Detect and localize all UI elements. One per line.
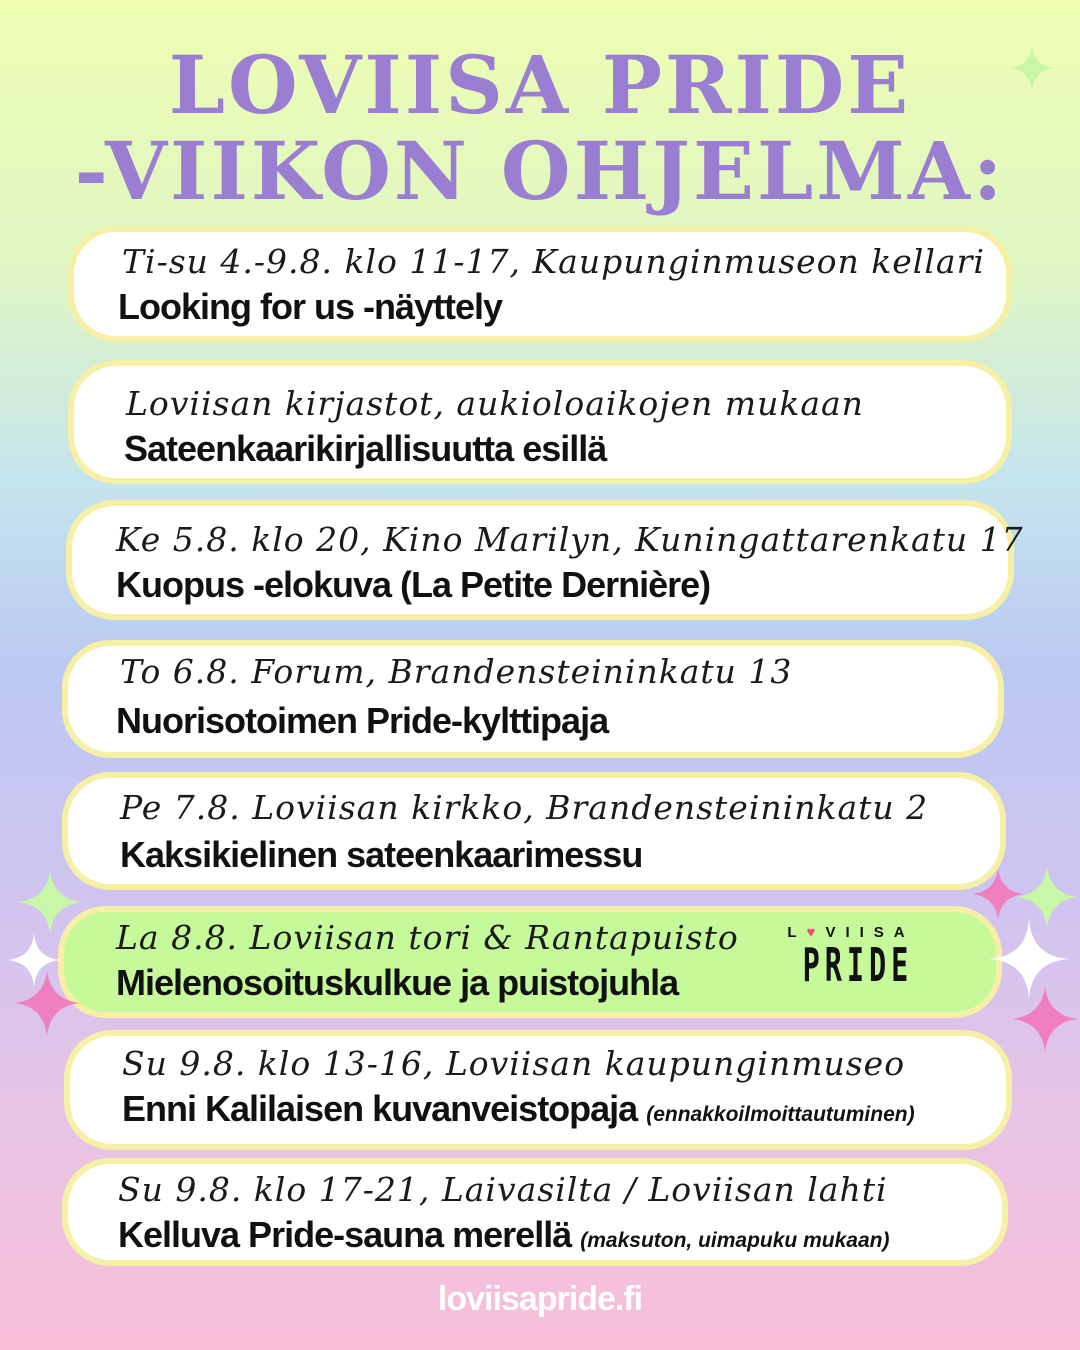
event-title: Looking for us -näyttely xyxy=(118,286,503,327)
sparkle-icon xyxy=(1010,46,1054,90)
event-card-highlight xyxy=(58,906,1002,1018)
event-title: Enni Kalilaisen kuvanveistopaja xyxy=(122,1088,638,1129)
event-title: Mielenosoituskulkue ja puistojuhla xyxy=(116,962,679,1003)
sparkle-icon xyxy=(1012,986,1078,1052)
sparkle-icon xyxy=(18,870,82,934)
sparkle-icon xyxy=(14,970,80,1036)
heart-icon: ♥ xyxy=(806,924,826,941)
event-time-place: La 8.8. Loviisan tori & Rantapuisto xyxy=(116,918,739,957)
event-time-place: Ti-su 4.-9.8. klo 11-17, Kaupunginmuseon kellari xyxy=(122,242,985,281)
loviisa-pride-logo: L♥VIISA PRIDE xyxy=(787,924,915,992)
page-title-line-1: LOVIISA PRIDE xyxy=(168,38,912,132)
event-time-place: Ke 5.8. klo 20, Kino Marilyn, Kuningattarenkatu 17 xyxy=(116,520,1024,559)
event-note: (maksuton, uimapuku mukaan) xyxy=(580,1229,890,1252)
event-time-place: Su 9.8. klo 13-16, Loviisan kaupunginmuseo xyxy=(122,1044,906,1083)
event-time-place: Su 9.8. klo 17-21, Laivasilta / Loviisan lahti xyxy=(118,1170,888,1209)
event-title: Nuorisotoimen Pride-kylttipaja xyxy=(116,700,609,741)
website-link[interactable]: loviisapride.fi xyxy=(437,1280,643,1318)
event-title: Kaksikielinen sateenkaarimessu xyxy=(120,834,643,875)
page-title-line-2: -VIIKON OHJELMA: xyxy=(74,124,1006,218)
event-card xyxy=(68,226,1012,342)
event-time-place: To 6.8. Forum, Brandensteininkatu 13 xyxy=(120,652,793,691)
event-title: Kuopus -elokuva (La Petite Dernière) xyxy=(116,564,711,605)
event-note: (ennakkoilmoittautuminen) xyxy=(646,1103,915,1126)
event-time-place: Loviisan kirjastot, aukioloaikojen mukaan xyxy=(126,384,864,423)
event-card xyxy=(62,772,1006,890)
event-title: Sateenkaarikirjallisuutta esillä xyxy=(124,428,607,469)
event-time-place: Pe 7.8. Loviisan kirkko, Brandensteininkatu 2 xyxy=(120,788,929,827)
event-card xyxy=(62,1158,1008,1266)
event-title: Kelluva Pride-sauna merellä xyxy=(118,1214,572,1255)
event-card xyxy=(62,640,1004,758)
event-card xyxy=(68,360,1012,484)
event-card xyxy=(66,500,1024,620)
event-card xyxy=(64,1030,1012,1150)
